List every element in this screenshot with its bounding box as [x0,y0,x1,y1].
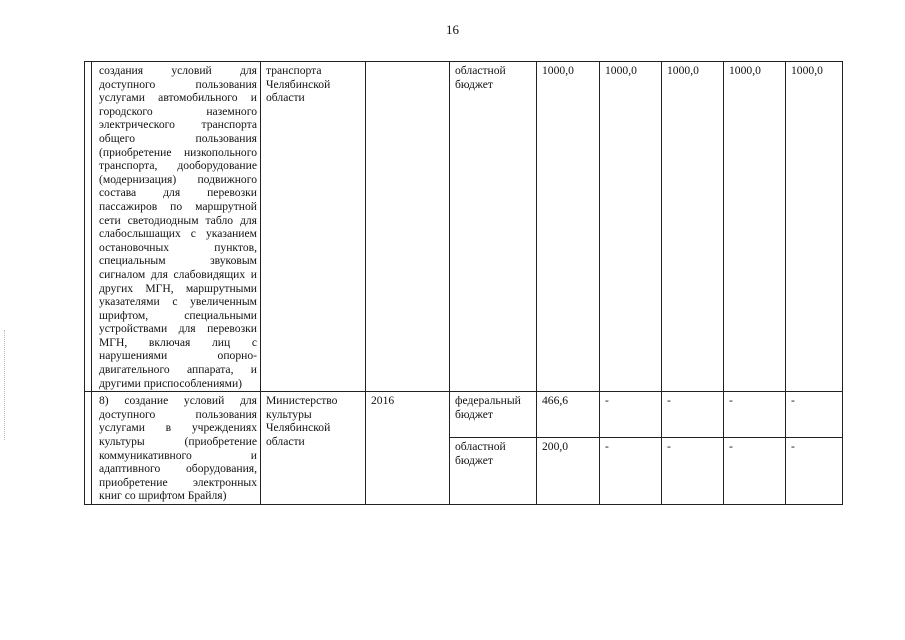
amount-cell: 1000,0 [662,62,724,392]
page-number: 16 [446,22,459,37]
executor-cell: транспорта Челябинской области [261,62,366,392]
table-row [85,392,843,438]
year-cell: 2016 [366,392,450,505]
funding-source-cell: областной бюджет [450,62,537,392]
amount-cell: 1000,0 [600,62,662,392]
amount-cell: - [600,392,662,438]
row-number-cell [85,62,92,392]
executor-cell: Министерство культуры Челябинской области [261,392,366,505]
amount-cell: - [600,438,662,505]
funding-source-cell: областной бюджет [450,438,537,505]
amount-cell: - [786,392,843,438]
amount-cell: 200,0 [537,438,600,505]
amount-cell: - [662,438,724,505]
measure-description: создания условий для доступного пользования услугами автомобильного и городского наземного электрического транспорта общего пользования (приобретение низкопольного транспорта, дооборудование (модернизация) подвижного состава для перевозки пассажиров по маршрутной сети светодиодным табло для слабослышащих с указанием остановочных пунктов, специальным звуковым сигналом для слабовидящих и других МГН, маршрутными указателями с увеличенным шрифтом, специальными устройствами для перевозки МГН, включая лиц с нарушениями опорно-двигательного аппарата, и другими приспособлениями) [92,62,261,392]
row-number-cell [85,392,92,505]
program-table [84,61,843,505]
amount-cell: - [724,438,786,505]
table-row [85,62,843,392]
amount-cell: - [662,392,724,438]
amount-cell: - [786,438,843,505]
amount-cell: - [724,392,786,438]
amount-cell: 1000,0 [537,62,600,392]
amount-cell: 1000,0 [724,62,786,392]
amount-cell: 1000,0 [786,62,843,392]
year-cell [366,62,450,392]
measure-description: 8) создание условий для доступного пользования услугами в учреждениях культуры (приобретение коммуникативного и адаптивного оборудования, приобретение электронных книг со шрифтом Брайля) [92,392,261,505]
amount-cell: 466,6 [537,392,600,438]
scan-margin-marks [4,330,7,440]
funding-source-cell: федеральный бюджет [450,392,537,438]
